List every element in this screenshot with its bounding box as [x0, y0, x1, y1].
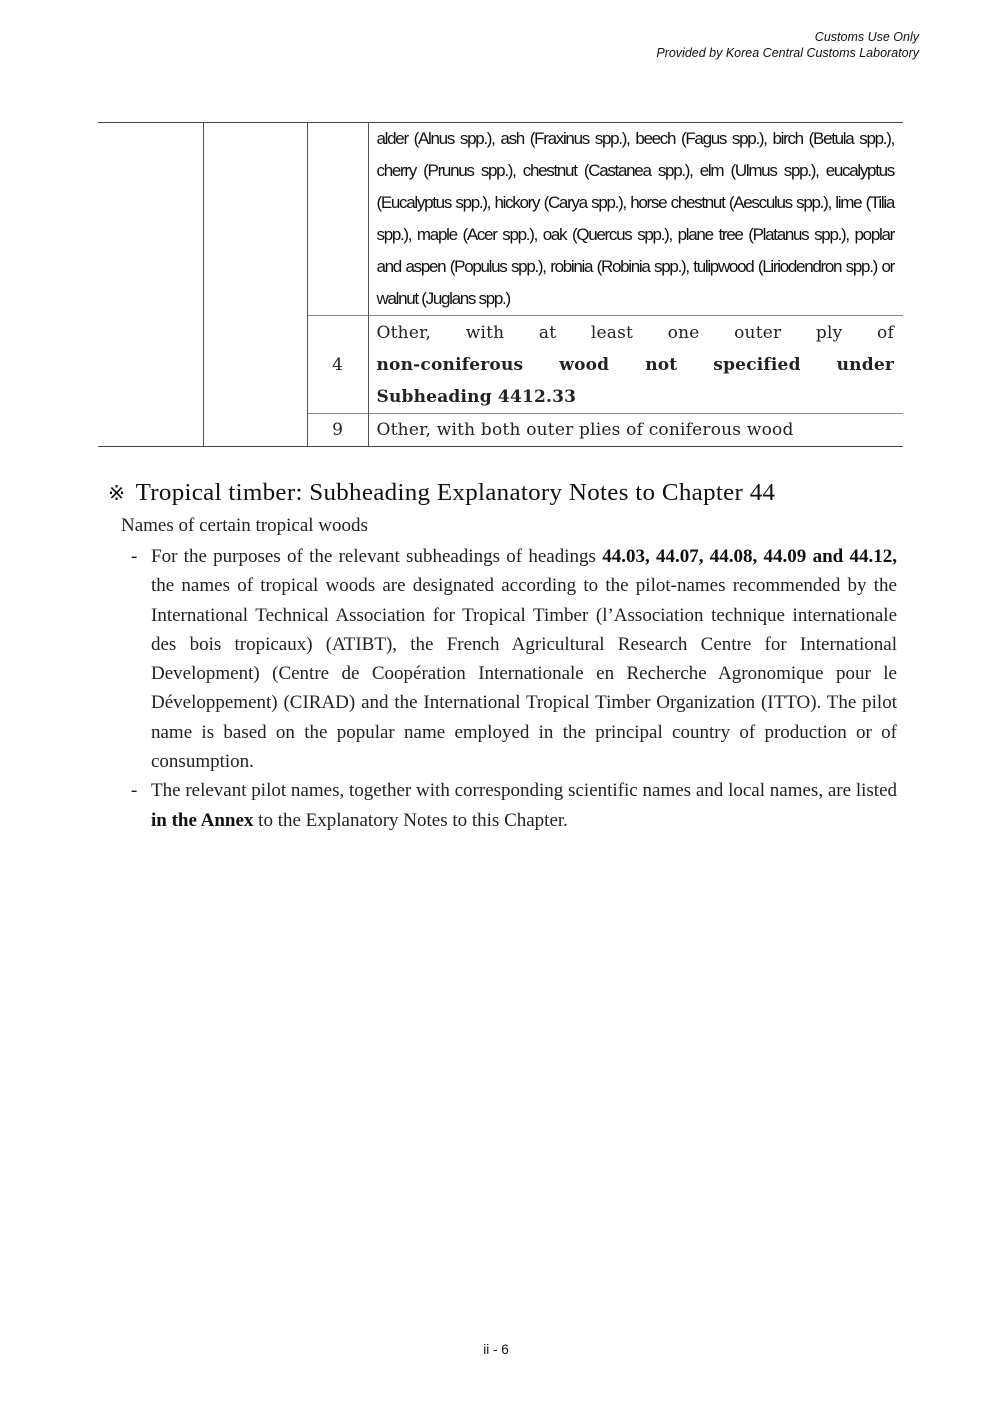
- bullet-text: the names of tropical woods are designated according to the pilot-names recommended by the International Technical Association for Tropical Timber (l’Association technique internationale des bois tropicaux) (ATIBT), the French Agricultural Research Centre for International Development) (Centre de Coopération Internationale en Recherche Agronomique pour le Développement) (CIRAD) and the International Tropical Timber Organization (ITTO). The pilot name is based on the popular name employed in the principal country of production or of consumption.: [151, 575, 897, 773]
- bullet-text: For the purposes of the relevant subheadings of headings: [151, 546, 603, 567]
- table-cell-description: Other, with both outer plies of coniferous wood: [368, 414, 903, 447]
- table-cell-code: [307, 123, 368, 316]
- table-row: [98, 123, 903, 316]
- tariff-table: [98, 122, 903, 447]
- bullet-bold-text: 44.03, 44.07, 44.08, 44.09 and 44.12,: [602, 546, 897, 567]
- page-number: ii - 6: [483, 1342, 509, 1357]
- bullet-list: [108, 542, 898, 835]
- description-line: Other, with at least one outer ply of: [376, 322, 894, 343]
- tropical-timber-section: [108, 477, 898, 835]
- description-line: Subheading 4412.33: [376, 386, 577, 407]
- section-title: [108, 477, 914, 509]
- section-title-text: Tropical timber: Subheading Explanatory Notes to Chapter 44: [135, 479, 776, 506]
- dash-icon: -: [131, 780, 138, 802]
- header-customs-use-only: Customs Use Only: [814, 30, 919, 44]
- bullet-text: to the Explanatory Notes to this Chapter.: [253, 809, 568, 831]
- table-cell-description: alder (Alnus spp.), ash (Fraxinus spp.), beech (Fagus spp.), birch (Betula spp.), cherry (Prunus spp.), chestnut (Castanea spp.), elm (Ulmus spp.), eucalyptus (Eucalyptus spp.), hickory (Carya spp.), horse chestnut (Aesculus spp.), lime (Tilia spp.), maple (Acer spp.), oak (Quercus spp.), plane tree (Platanus spp.), poplar and aspen (Populus spp.), robinia (Robinia spp.), tulipwood (Liriodendron spp.) or walnut (Juglans spp.): [368, 123, 903, 316]
- table-cell-code: 9: [307, 414, 368, 447]
- table-cell-description: [368, 316, 903, 414]
- header-note: [656, 29, 919, 61]
- table-cell-code: 4: [307, 316, 368, 414]
- list-item: [108, 776, 897, 835]
- description-line: non-coniferous wood not specified under: [376, 354, 894, 375]
- table-cell-subheading: [203, 123, 307, 447]
- bullet-text: The relevant pilot names, together with corresponding scientific names and local names, are listed: [151, 780, 897, 802]
- bullet-bold-text: in the Annex: [151, 809, 254, 831]
- header-provided-by: Provided by Korea Central Customs Laboratory: [656, 46, 919, 60]
- table-cell-heading: [98, 123, 203, 447]
- section-subtitle: Names of certain tropical woods: [121, 515, 368, 536]
- dash-icon: -: [131, 546, 138, 567]
- list-item: [108, 542, 897, 776]
- reference-mark-icon: ※: [108, 481, 126, 505]
